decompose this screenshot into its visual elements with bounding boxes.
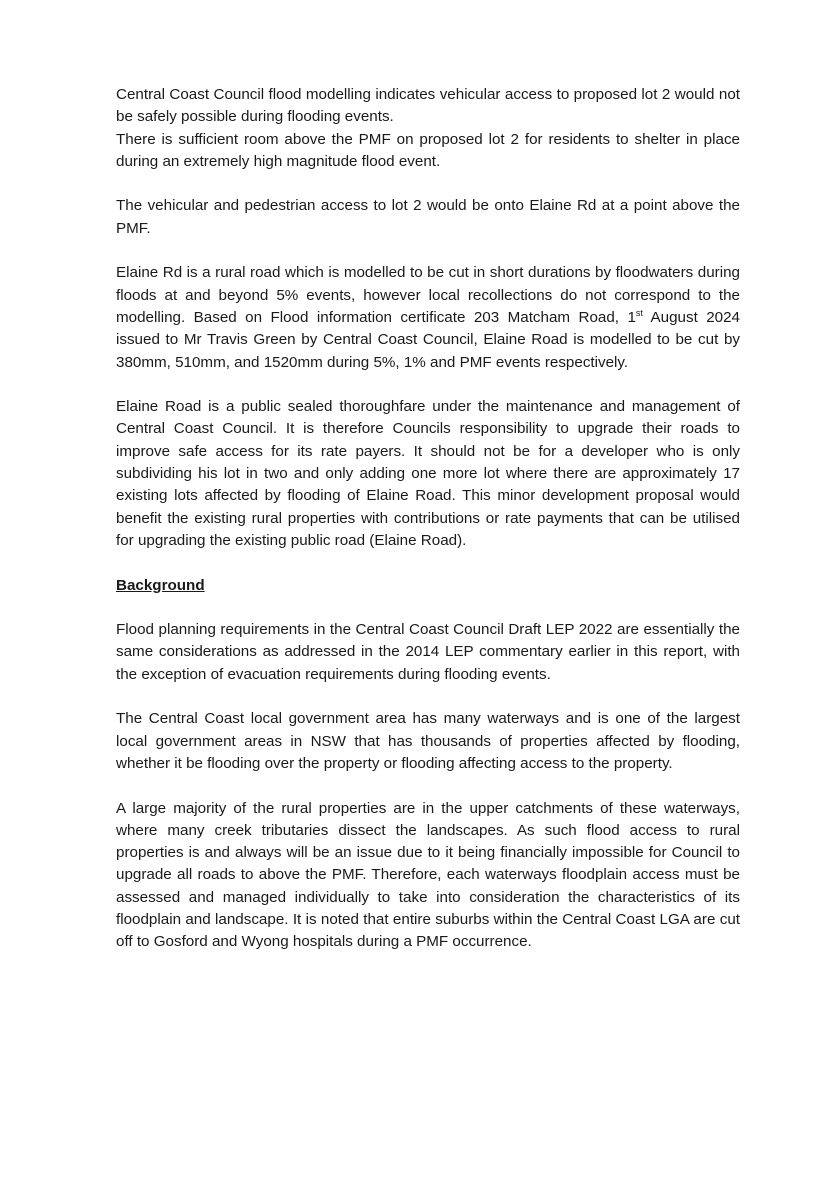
paragraph-lga-waterways: The Central Coast local government area has many waterways and is one of the largest local government areas in NSW that has thousands of properties affected by flooding, whether it be flooding over the property or flooding affecting access to the property. — [116, 710, 740, 772]
ordinal-superscript: st — [635, 307, 643, 318]
paragraph-flood-planning-requirements: Flood planning requirements in the Central Coast Council Draft LEP 2022 are essentially the same considerations as addressed in the 2014 LEP commentary earlier in this report, with the exception of evacuation requirements during flooding events. — [116, 621, 740, 683]
document-page — [116, 84, 740, 976]
paragraph-elaine-rd-text-a: Elaine Rd is a rural road which is modelled to be cut in short durations by floodwaters during floods at and beyond 5% events, however local recollections do not correspond to the modelling. Based on Flood information certificate 203 Matcham Road, 1 — [116, 264, 740, 326]
paragraph-council-responsibility: Elaine Road is a public sealed thoroughfare under the maintenance and management of Central Coast Council. It is therefore Councils responsibility to upgrade their roads to improve safe access for its rate payers. It should not be for a developer who is only subdividing his lot in two and only adding one more lot where there are approximately 17 existing lots affected by flooding of Elaine Road. This minor development proposal would benefit the existing rural properties with contributions or rate payments that can be utilised for upgrading the existing public road (Elaine Road). — [116, 398, 740, 549]
section-heading-background: Background — [116, 576, 205, 594]
paragraph-access-elaine-rd: The vehicular and pedestrian access to lot 2 would be onto Elaine Rd at a point above the PMF. — [116, 197, 740, 237]
paragraph-rural-properties-catchments: A large majority of the rural properties are in the upper catchments of these waterways, where many creek tributaries dissect the landscapes. As such flood access to rural properties is and always will be an issue due to it being financially impossible for Council to upgrade all roads to above the PMF. Therefore, each waterways floodplain access must be assessed and managed individually to take into consideration the characteristics of its floodplain and landscape. It is noted that entire suburbs within the Central Coast LGA are cut off to Gosford and Wyong hospitals during a PMF occurrence. — [116, 799, 740, 951]
paragraph-elaine-rd-modelling — [116, 262, 740, 373]
paragraph-shelter-in-place: There is sufficient room above the PMF on proposed lot 2 for residents to shelter in place during an extremely high magnitude flood event. — [116, 130, 740, 170]
paragraph-vehicular-access-modelling: Central Coast Council flood modelling indicates vehicular access to proposed lot 2 would not be safely possible during flooding events. — [116, 86, 740, 126]
paragraph-elaine-rd-text-b: August 2024 issued to Mr Travis Green by Central Coast Council, Elaine Road is modelled to be cut by 380mm, 510mm, and 1520mm during 5%, 1% and PMF events respectively. — [116, 308, 741, 371]
